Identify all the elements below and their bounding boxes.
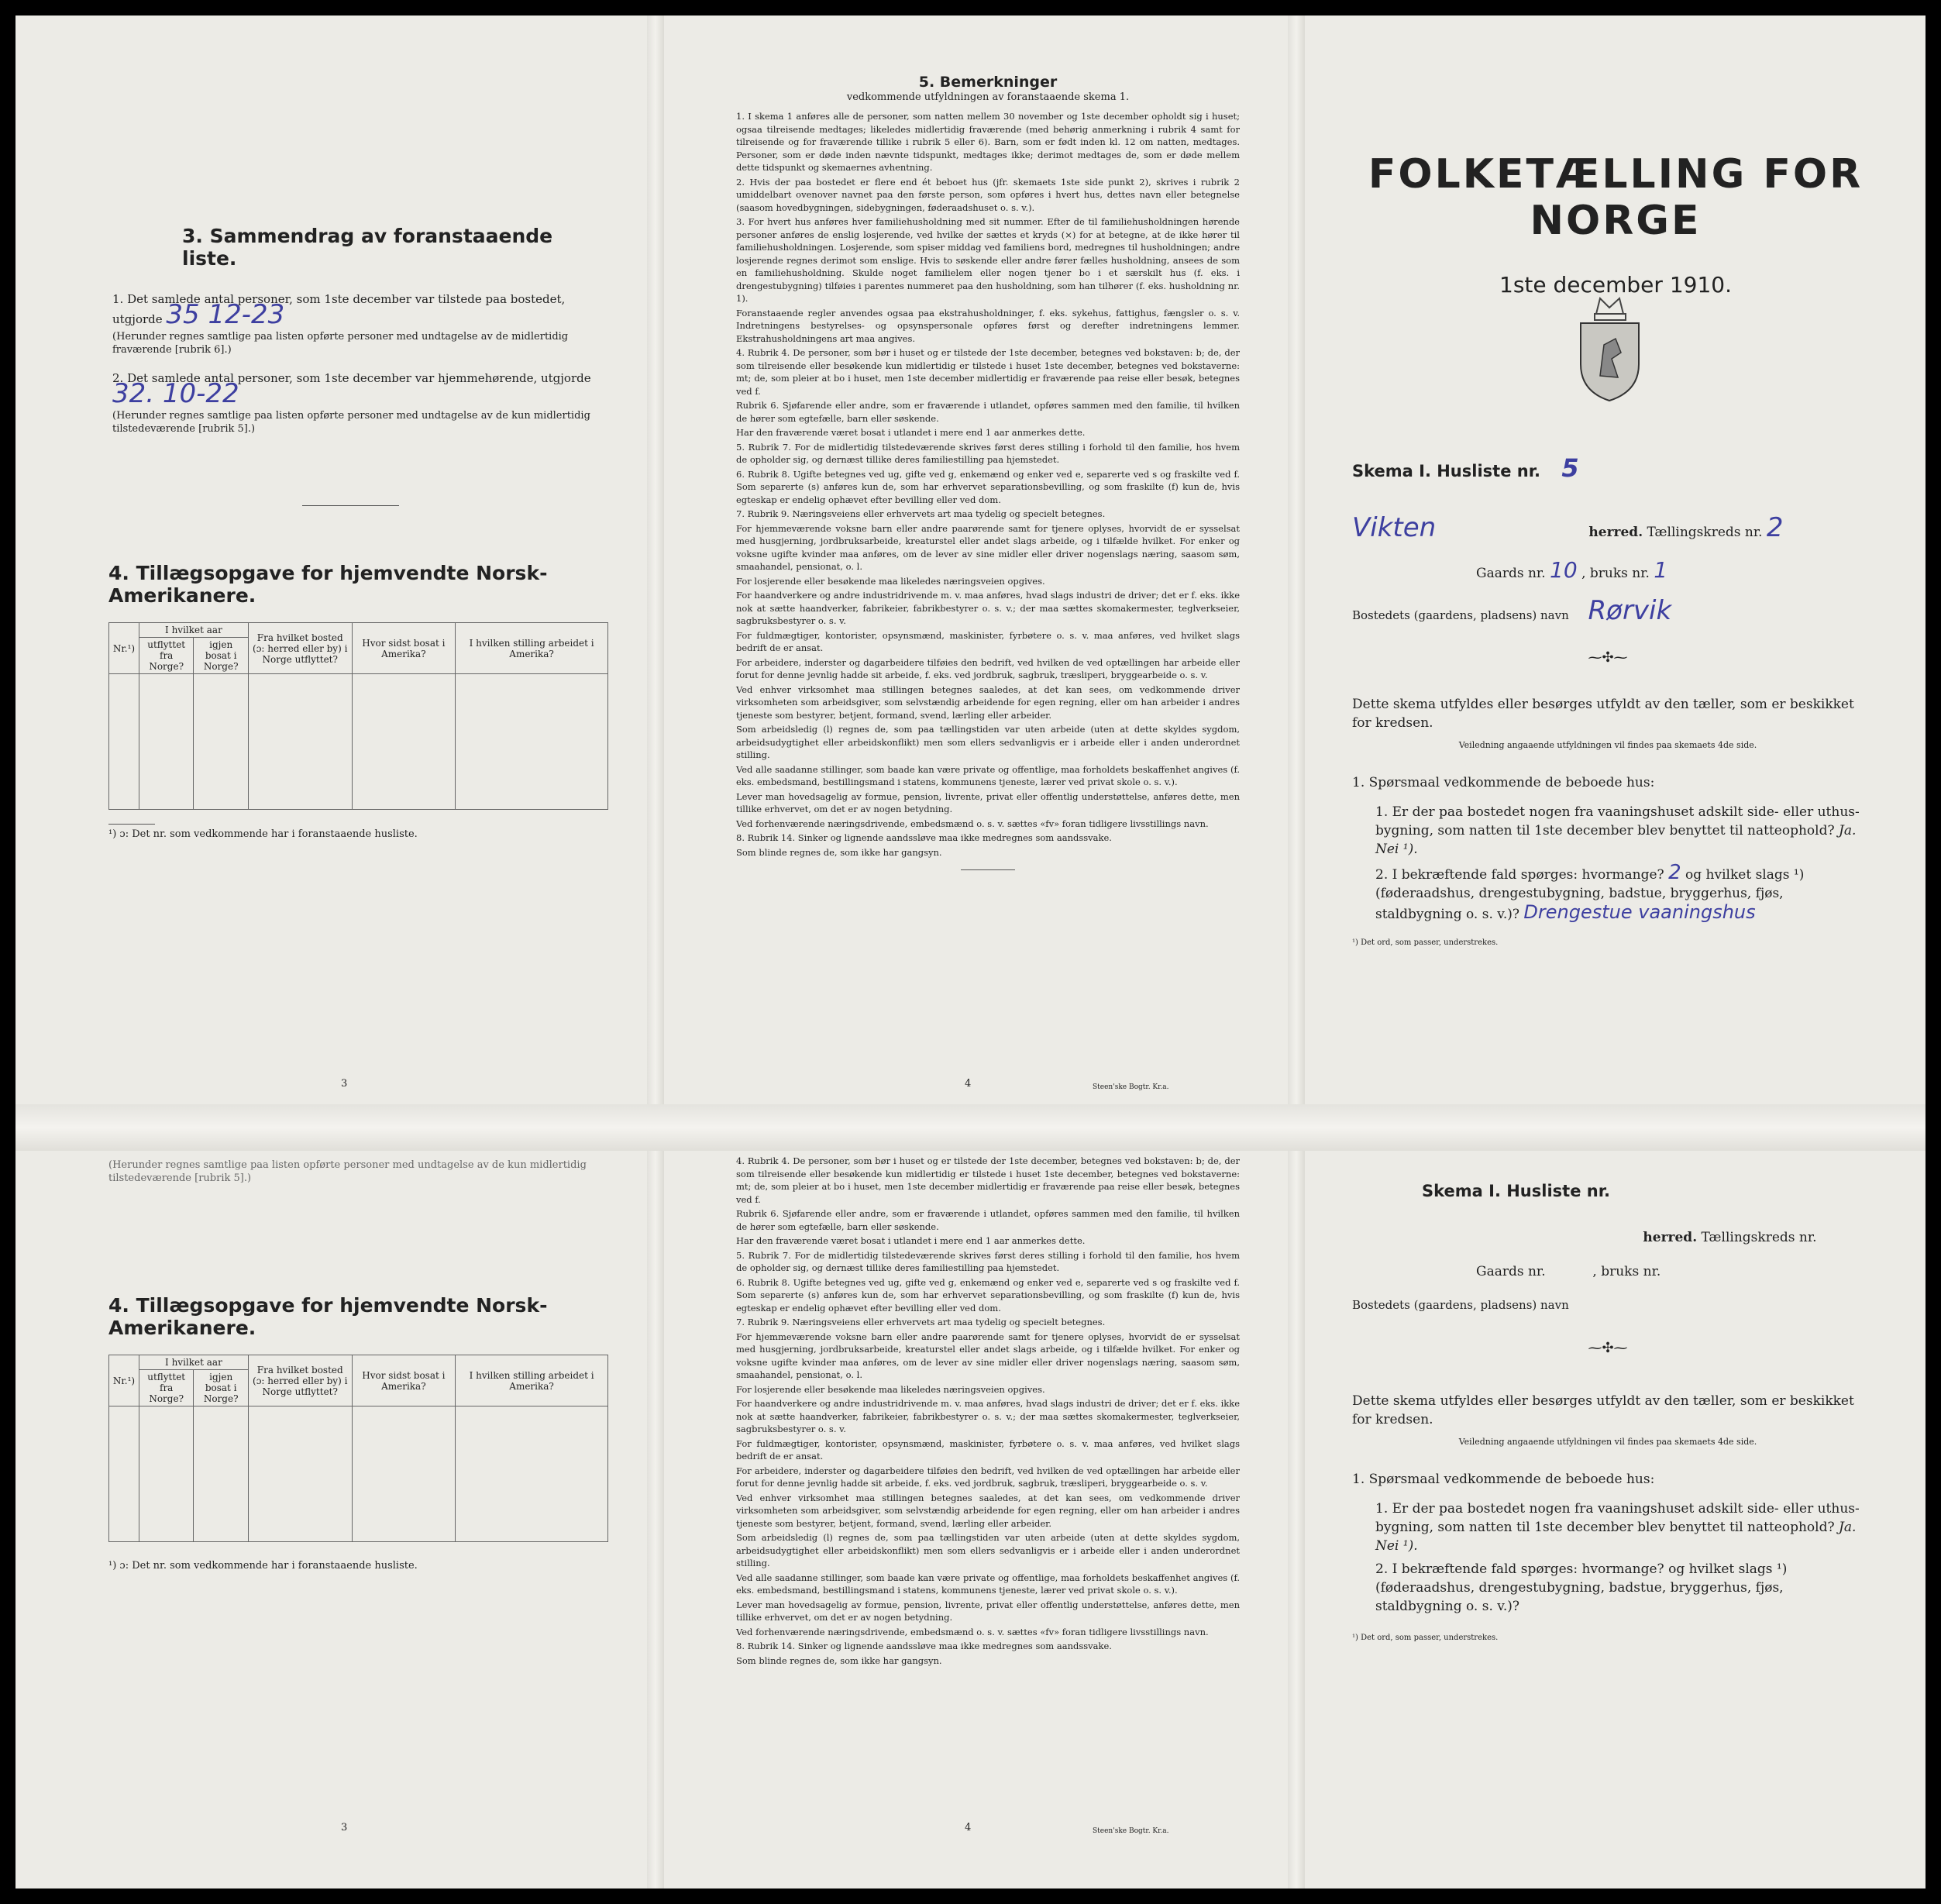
question-2-handwritten: Drengestue vaaningshus [1523, 901, 1756, 923]
remark-paragraph: Lever man hovedsagelig av formue, pension, livrente, privat eller offentlig understøttelse, anføres dette, men tillike erhvervet, om det er av nogen betydning. [736, 790, 1240, 814]
question-2-text-b-2: og hvilket slags ¹) (føderaadshus, drengestubygning, badstue, bryggerhus, fjøs, staldbygning o. s. v.)? [1375, 1561, 1788, 1614]
remark-paragraph: For hjemmeværende voksne barn eller andre paarørende samt for tjenere oplyses, hvorvidt de er sysselsat med husgjerning, jordbruksarbeide, kreaturstel eller andet slags arbeide, og i tilfælde hvilket. For enker og voksne ugifte kvinder maa anføres, om de lever av sine midler eller driver nogenslags næring, saasom søm, smaahandel, pensionat, o. l. [736, 522, 1240, 572]
footnote-2: ¹) Det ord, som passer, understrekes. [1352, 1634, 1499, 1642]
intro-text-2: Dette skema utfyldes eller besørges utfyldt av den tæller, som er beskikket for kredsen. [1352, 1393, 1854, 1427]
remark-paragraph: 7. Rubrik 9. Næringsveiens eller erhvervets art maa tydelig og specielt betegnes. [736, 1317, 1106, 1327]
intro-text: Dette skema utfyldes eller besørges utfyldt av den tæller, som er beskikket for kredsen. [1352, 697, 1854, 731]
col-igjen: igjen bosat i Norge? [194, 638, 249, 674]
remarks-body [736, 110, 1240, 859]
amerikanere-table-2 [108, 1355, 608, 1542]
summary-item-2-text: 2. Det samlede antal personer, som 1ste december var hjemmehørende, utgjorde [112, 371, 591, 385]
summary-item-1-note: (Herunder regnes samtlige paa listen opførte personer med undtagelse av de midlertidig fraværende [rubrik 6].) [112, 331, 569, 356]
question-2-count: 2 [1668, 861, 1681, 884]
remark-paragraph: Ved enhver virksomhet maa stillingen betegnes saaledes, at det kan sees, om vedkommende driver virksomheten som arbeidsgiver, som selvstændig arbeidende for egen regning, eller om han arbeider i andres tjeneste som bestyrer, betjent, formand, svend, lærling eller arbeider. [736, 1492, 1240, 1529]
remarks-section-2 [736, 1155, 1240, 1668]
norsk-amerikanere-section-2 [108, 1294, 612, 1572]
remark-paragraph: For arbeidere, inderster og dagarbeidere tilføies den bedrift, ved hvilken de ved optællingen har arbeide eller forut for denne jevnlig hadde sit arbeide, f. eks. ved jordbruk, sagbruk, træsliperi, bryggearbeide o. s. v. [736, 1465, 1240, 1489]
remark-paragraph: Ved forhenværende næringsdrivende, embedsmænd o. s. v. sættes «fv» foran tidligere livsstillings navn. [736, 1626, 1209, 1637]
fold-line [15, 1104, 1926, 1151]
handwritten-resident-count: 32. 10-22 [112, 378, 239, 409]
question-1-2 [1352, 1499, 1864, 1555]
summary-item-1 [112, 291, 608, 330]
remark-paragraph: 8. Rubrik 14. Sinker og lignende aandssløve maa ikke medregnes som aandssvake. [736, 832, 1112, 843]
remark-paragraph: Ved alle saadanne stillinger, som baade kan være private og offentlige, maa forholdets beskaffenhet angives (f. eks. embedsmand, bestillingsmand i statens, kommunens tjeneste, lærer ved privat skole o. s. v.). [736, 1572, 1240, 1596]
question-1-text-2: 1. Er der paa bostedet nogen fra vaaningshuset adskilt side- eller uthus-bygning, som natten til 1ste december blev benyttet til natteophold? [1375, 1501, 1860, 1535]
remark-paragraph: Rubrik 6. Sjøfarende eller andre, som er fraværende i utlandet, opføres sammen med den familie, til hvilken de hører som egtefælle, barn eller søskende. [736, 400, 1240, 424]
remark-paragraph: Som arbeidsledig (l) regnes de, som paa tællingstiden var uten arbeide (uten at dette skyldes sygdom, arbeidsudygtighet eller arbeidskonflikt) men som ellers sedvanligvis er i arbeide eller i anden underordnet stilling. [736, 724, 1240, 760]
remark-paragraph: 2. Hvis der paa bostedet er flere end ét beboet hus (jfr. skemaets 1ste side punkt 2), skrives i rubrik 2 umiddelbart ovenover navnet paa den første person, som opføres i hvert hus, dettes navn eller betegnelse (saasom hovedbygningen, sidebygningen, føderaadshuset o. s. v.). [736, 176, 1240, 213]
ornament-icon: ⁓✣⁓ [1588, 1340, 1628, 1356]
question-title-2: 1. Spørsmaal vedkommende de beboede hus: [1352, 1472, 1655, 1487]
footnote: ¹) Det ord, som passer, understrekes. [1352, 938, 1499, 947]
bruks-value: 1 [1654, 557, 1668, 583]
section-4-title: 4. Tillægsopgave for hjemvendte Norsk-Amerikanere. [108, 562, 548, 607]
gaards-label: Gaards nr. [1476, 566, 1546, 581]
remark-paragraph: Ved alle saadanne stillinger, som baade kan være private og offentlige, maa forholdets beskaffenhet angives (f. eks. embedsmand, bestillingsmand i statens, kommunens tjeneste, lærer ved privat skole o. s. v.). [736, 763, 1240, 787]
col-nr: Nr.¹) [109, 1355, 139, 1406]
census-title: FOLKETÆLLING FOR NORGE [1368, 151, 1864, 244]
bosted-label: Bostedets (gaardens, pladsens) navn [1352, 608, 1569, 622]
census-sheet [15, 15, 1926, 1889]
remark-paragraph: For arbeidere, inderster og dagarbeidere tilføies den bedrift, ved hvilken de ved optællingen har arbeide eller forut for denne jevnlig hadde sit arbeide, f. eks. ved jordbruk, sagbruk, træsliperi, bryggearbeide o. s. v. [736, 656, 1240, 680]
table-footnote-2: ¹) ɔ: Det nr. som vedkommende har i foranstaaende husliste. [108, 1560, 418, 1572]
col-amerika: Hvor sidst bosat i Amerika? [352, 623, 456, 674]
summary-item-2-note: (Herunder regnes samtlige paa listen opførte personer med undtagelse av de kun midlertidig tilstedeværende [rubrik 5].) [112, 410, 590, 435]
remark-paragraph: For losjerende eller besøkende maa likeledes næringsveien opgives. [736, 1383, 1045, 1395]
remark-paragraph: 6. Rubrik 8. Ugifte betegnes ved ug, gifte ved g, enkemænd og enker ved e, separerte ved s og fraskilte ved f. Som separerte (s) anføres kun de, som har erhvervet separationsbevilling, og som fraskilte (f) kun de, hvis egteskap er endelig ophævet efter bevilling eller ved dom. [736, 1276, 1240, 1314]
skema-fields-2 [1352, 1182, 1864, 1644]
question-1-answer-2: Ja. Nei ¹). [1375, 1520, 1857, 1554]
remark-paragraph: Som blinde regnes de, som ikke har gangsyn. [736, 846, 942, 858]
husliste-number: 5 [1561, 453, 1579, 483]
remark-paragraph: Lever man hovedsagelig av formue, pension, livrente, privat eller offentlig understøttelse, anføres dette, men tillike erhvervet, om det er av nogen betydning. [736, 1599, 1240, 1623]
summary-section [112, 225, 608, 436]
remark-paragraph: For fuldmægtiger, kontorister, opsynsmænd, maskinister, fyrbøtere o. s. v. maa anføres, ved hvilket slags bedrift de er ansat. [736, 629, 1240, 653]
fold-line [1288, 15, 1305, 1889]
question-title: 1. Spørsmaal vedkommende de beboede hus: [1352, 775, 1655, 790]
kreds-label: Tællingskreds nr. [1647, 525, 1763, 540]
remark-paragraph: Foranstaaende regler anvendes ogsaa paa ekstrahusholdninger, f. eks. sykehus, fattighus, fængsler o. s. v. Indretningens bestyrelses- og opsynspersonale opføres først og derefter indretningens lemmer. Ekstrahusholdningens art maa angives. [736, 307, 1240, 344]
coat-of-arms-icon [1573, 291, 1647, 403]
table-row [109, 674, 608, 810]
divider [302, 505, 399, 506]
gaards-label-2: Gaards nr. [1476, 1264, 1546, 1279]
summary-item-1-text: 1. Det samlede antal personer, som 1ste december var tilstede paa bostedet, utgjorde [112, 292, 566, 326]
skema-fields [1352, 453, 1864, 949]
section-3-title: 3. Sammendrag av foranstaaende liste. [182, 225, 553, 270]
gaards-row-2 [1352, 1264, 1864, 1279]
ornament-icon: ⁓✣⁓ [1588, 649, 1628, 666]
col-amerika: Hvor sidst bosat i Amerika? [352, 1355, 456, 1406]
skema-label [1352, 453, 1864, 483]
col-stilling: I hvilken stilling arbeidet i Amerika? [456, 623, 608, 674]
gaards-value: 10 [1550, 557, 1578, 583]
col-utflyttet: utflyttet fra Norge? [139, 1370, 194, 1406]
page-number: 4 [965, 1078, 972, 1090]
fold-line [647, 15, 664, 1889]
col-aar: I hvilket aar [139, 1355, 248, 1370]
remark-paragraph: 6. Rubrik 8. Ugifte betegnes ved ug, gifte ved g, enkemænd og enker ved e, separerte ved s og fraskilte ved f. Som separerte (s) anføres kun de, som har erhvervet separationsbevilling, og som fraskilte (f) kun de, hvis egteskap er endelig ophævet efter bevilling eller ved dom. [736, 468, 1240, 505]
remark-paragraph: Ved forhenværende næringsdrivende, embedsmænd o. s. v. sættes «fv» foran tidligere livsstillings navn. [736, 818, 1209, 829]
herred-value: Vikten [1352, 512, 1437, 543]
page-number: 3 [341, 1822, 348, 1833]
printer-mark: Steen'ske Bogtr. Kr.a. [1093, 1083, 1169, 1091]
remark-paragraph: 1. I skema 1 anføres alle de personer, som natten mellem 30 november og 1ste december opholdt sig i huset; ogsaa tilreisende medtages; likeledes midlertidig fraværende (med behørig anmerkning i rubrik 4 samt for tilreisende og for fraværende tillike i rubrik 5 eller 6). Barn, som er født inden kl. 12 om natten, medtages. Personer, som er døde inden nævnte tidspunkt, medtages ikke; derimot medtages de, som er døde mellem dette tidspunkt og skemaernes avhentning. [736, 111, 1240, 173]
page-number: 3 [341, 1078, 348, 1090]
herred-label-2: herred. [1643, 1230, 1698, 1245]
col-utflyttet: utflyttet fra Norge? [139, 638, 194, 674]
remark-paragraph: 5. Rubrik 7. For de midlertidig tilstedeværende skrives først deres stilling i forhold til den familie, hos hvem de opholder sig, og dernæst tillike deres familiestilling paa hjemstedet. [736, 1249, 1240, 1273]
bosted-value: Rørvik [1588, 595, 1672, 626]
col-bosted: Fra hvilket bosted (ɔ: herred eller by) i Norge utflyttet? [248, 1355, 352, 1406]
herred-label: herred. [1588, 525, 1643, 540]
summary-item-2 [112, 370, 608, 409]
remark-paragraph: 4. Rubrik 4. De personer, som bør i huset og er tilstede der 1ste december, betegnes ved bokstaven: b; de, der som tilreisende eller besøkende kun midlertidig er tilstede i huset 1ste december, betegnes ved bokstaverne: mt; de, som pleier at bo i huset, men 1ste december midlertidig er fraværende paa reise eller besøk, betegnes ved f. [736, 1155, 1240, 1205]
amerikanere-table [108, 622, 608, 810]
intro-note: Veiledning angaaende utfyldningen vil findes paa skemaets 4de side. [1458, 740, 1757, 750]
remarks-subtitle: vedkommende utfyldningen av foranstaaende skema 1. [846, 91, 1130, 103]
remark-paragraph: For fuldmægtiger, kontorister, opsynsmænd, maskinister, fyrbøtere o. s. v. maa anføres, ved hvilket slags bedrift de er ansat. [736, 1437, 1240, 1462]
remark-paragraph: Rubrik 6. Sjøfarende eller andre, som er fraværende i utlandet, opføres sammen med den familie, til hvilken de hører som egtefælle, barn eller søskende. [736, 1208, 1240, 1232]
remark-paragraph: For losjerende eller besøkende maa likeledes næringsveien opgives. [736, 575, 1045, 587]
norsk-amerikanere-section [108, 562, 612, 841]
skema-label-2: Skema I. Husliste nr. [1422, 1182, 1611, 1200]
remark-paragraph: For haandverkere og andre industridrivende m. v. maa anføres, hvad slags industri de driver; det er f. eks. ikke nok at sætte haandverker, fabrikeier, fabrikbestyrer o. s. v.; der maa sættes skomakermester, teglverkseier, sagbruksbestyrer o. s. v. [736, 1398, 1240, 1434]
printer-mark: Steen'ske Bogtr. Kr.a. [1093, 1827, 1169, 1835]
cover-header [1368, 151, 1864, 298]
remark-paragraph: Som arbeidsledig (l) regnes de, som paa tællingstiden var uten arbeide (uten at dette skyldes sygdom, arbeidsudygtighet eller arbeidskonflikt) men som ellers sedvanligvis er i arbeide eller i anden underordnet stilling. [736, 1532, 1240, 1568]
col-nr: Nr.¹) [109, 623, 139, 674]
table-row [109, 1406, 608, 1542]
question-2-text: 2. I bekræftende fald spørges: hvormange? [1375, 867, 1664, 883]
question-1 [1352, 803, 1864, 859]
col-aar: I hvilket aar [139, 623, 248, 638]
skema-text: Skema I. Husliste nr. [1352, 462, 1541, 480]
remarks-title: 5. Bemerkninger [918, 74, 1058, 91]
remark-paragraph: 5. Rubrik 7. For de midlertidig tilstedeværende skrives først deres stilling i forhold til den familie, hos hvem de opholder sig, og dernæst tillike deres familiestilling paa hjemstedet. [736, 441, 1240, 465]
herred-row [1352, 512, 1864, 543]
bruks-label: , bruks nr. [1581, 566, 1650, 581]
remark-paragraph: Har den fraværende været bosat i utlandet i mere end 1 aar anmerkes dette. [736, 427, 1086, 438]
col-stilling: I hvilken stilling arbeidet i Amerika? [456, 1355, 608, 1406]
question-1-answer: Ja. Nei ¹). [1375, 823, 1857, 857]
question-2-text-b: og hvilket slags ¹) (føderaadshus, drengestubygning, badstue, bryggerhus, fjøs, staldbygning o. s. v.)? [1375, 867, 1805, 922]
remark-paragraph: Ved enhver virksomhet maa stillingen betegnes saaledes, at det kan sees, om vedkommende driver virksomheten som arbeidsgiver, som selvstændig arbeidende for egen regning, eller om han arbeider i andres tjeneste som bestyrer, betjent, formand, svend, lærling eller arbeider. [736, 683, 1240, 721]
census-date: 1ste december 1910. [1499, 272, 1732, 298]
bruks-label-2: , bruks nr. [1592, 1264, 1661, 1279]
col-igjen: igjen bosat i Norge? [194, 1370, 249, 1406]
table-footnote: ¹) ɔ: Det nr. som vedkommende har i foranstaaende husliste. [108, 828, 418, 840]
bottom-note: (Herunder regnes samtlige paa listen opførte personer med undtagelse av de kun midlertidig tilstedeværende [rubrik 5].) [108, 1159, 587, 1184]
kreds-label-2: Tællingskreds nr. [1701, 1230, 1817, 1245]
remark-paragraph: For haandverkere og andre industridrivende m. v. maa anføres, hvad slags industri de driver; det er f. eks. ikke nok at sætte haandverker, fabrikeier, fabrikbestyrer o. s. v.; der maa sættes skomakermester, teglverkseier, sagbruksbestyrer o. s. v. [736, 590, 1240, 626]
section-4-title-2: 4. Tillægsopgave for hjemvendte Norsk-Amerikanere. [108, 1294, 548, 1339]
remark-paragraph: For hjemmeværende voksne barn eller andre paarørende samt for tjenere oplyses, hvorvidt de er sysselsat med husgjerning, jordbruksarbeide, kreaturstel eller andet slags arbeide, og i tilfælde hvilket. For enker og voksne ugifte kvinder maa anføres, om de lever av sine midler eller driver nogenslags næring, saasom søm, smaahandel, pensionat, o. l. [736, 1331, 1240, 1380]
divider [108, 824, 155, 825]
divider [961, 869, 1015, 870]
remark-paragraph: 3. For hvert hus anføres hver familiehusholdning med sit nummer. Efter de til familiehusholdningen hørende personer anføres de enslig losjerende, ved hvilke der sættes et kryds (×) for at betegne, at de ikke hører til familiehusholdningen. Losjerende, som spiser middag ved familiens bord, medregnes til husholdningen; andre losjerende regnes derimot som enslige. Hvis to søskende eller andre fører fælles husholdning, ansees de som en familiehusholdning. Skulde noget familielem eller nogen tjener bo i et særskilt hus (f. eks. i drengestubygning) tilføies i parentes nummeret paa den husholdning, som han tilhører (f. eks. husholdning nr. 1). [736, 216, 1240, 304]
question-2-2 [1352, 1560, 1864, 1616]
kreds-value: 2 [1766, 512, 1784, 543]
remark-paragraph: 7. Rubrik 9. Næringsveiens eller erhvervets art maa tydelig og specielt betegnes. [736, 508, 1106, 519]
remarks-section [736, 74, 1240, 870]
remark-paragraph: 4. Rubrik 4. De personer, som bør i huset og er tilstede der 1ste december, betegnes ved bokstaven: b; de, der som tilreisende eller besøkende kun midlertidig er tilstede i huset 1ste december, betegnes ved bokstaverne: mt; de, som pleier at bo i huset, men 1ste december midlertidig er fraværende paa reise eller besøk, betegnes ved f. [736, 347, 1240, 397]
bosted-row [1352, 595, 1864, 626]
question-2 [1352, 863, 1864, 924]
col-bosted: Fra hvilket bosted (ɔ: herred eller by) i Norge utflyttet? [248, 623, 352, 674]
question-1-text: 1. Er der paa bostedet nogen fra vaaningshuset adskilt side- eller uthus-bygning, som natten til 1ste december blev benyttet til natteophold? [1375, 804, 1860, 838]
intro-note-2: Veiledning angaaende utfyldningen vil findes paa skemaets 4de side. [1458, 1437, 1757, 1447]
remarks-body-2 [736, 1155, 1240, 1667]
remark-paragraph: 8. Rubrik 14. Sinker og lignende aandssløve maa ikke medregnes som aandssvake. [736, 1641, 1112, 1651]
bosted-label-2: Bostedets (gaardens, pladsens) navn [1352, 1298, 1569, 1312]
remark-paragraph: Som blinde regnes de, som ikke har gangsyn. [736, 1654, 942, 1666]
handwritten-present-count: 35 12-23 [166, 299, 285, 330]
page-number: 4 [965, 1822, 972, 1833]
question-2-text-2: 2. I bekræftende fald spørges: hvormange? [1375, 1561, 1664, 1577]
gaards-row [1352, 557, 1864, 583]
remark-paragraph: Har den fraværende været bosat i utlandet i mere end 1 aar anmerkes dette. [736, 1235, 1086, 1246]
herred-row-2 [1352, 1230, 1864, 1245]
